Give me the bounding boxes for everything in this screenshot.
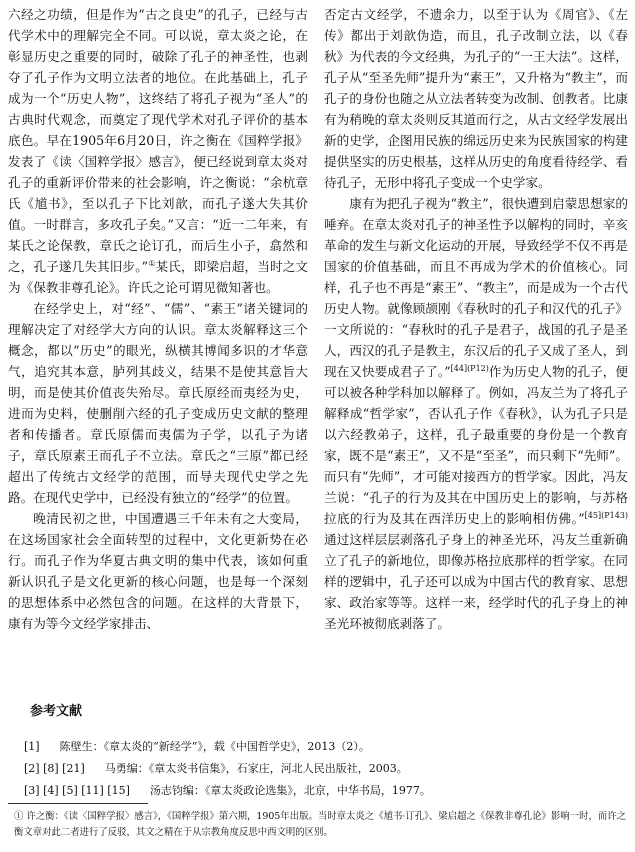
text-run: 某氏，即梁启超，当时之文为《保教非尊孔论》。许氏之论可谓见微知著也。 bbox=[8, 259, 309, 295]
right-column bbox=[324, 4, 628, 634]
text-run: 作为历史人物的孔子，便可以被各种学科加以解释了。例如，冯友兰为了将孔子解释成“哲学家”，否认孔子作《春秋》，认为孔子只是以六经教弟子，这样，孔子最重要的身份是一个教育家，既不是“素王”，又不是“至圣”，而只剩下“先师”。而只有“先师”，才可能对接西方的哲学家。因此，冯友兰说：“孔子的行为及其在中国历史上的影响，与苏格拉底的行为及其在西洋历史上的影响相仿佛。” bbox=[324, 364, 629, 526]
text-run: 在经学史上，对“经”、“儒”、“素王”诸关键词的理解决定了对经学大方向的认识。章太炎解释这三个概念，都以“历史”的眼光，纵横其博闻多识的才华意气，追究其本意，胪列其歧义，结果不是使其意旨大明，而是使其价值丧失殆尽。章氏原经而夷经为史，进而为史料，使删削六经的孔子变成历史文献的整理者和传播者。章氏原儒而夷儒为子学，以孔子为诸子，章氏原素王而孔子不立法。章氏之“三原”都已经超出了传统古文经学的范围，而导夫现代史学之先路。在现代史学中，已经没有独立的“经学”的位置。 bbox=[8, 301, 308, 505]
citation-mark: [45](P143) bbox=[584, 510, 628, 520]
text-run: 六经之功绩，但是作为“古之良史”的孔子，已经与古代学术中的理解完全不同。可以说，章太炎之论，在彰显历史之重要的同时，破除了孔子的神圣性，也剥夺了孔子作为文明立法者的地位。在此基础上，孔子成为一个“历史人物”，这终结了将孔子视为“圣人”的古典时代观念，而奠定了现代学术对孔子评价的基本底色。早在1905年6月20日，许之衡在《国粹学报》发表了《读〈国粹学报〉感言》，便已经说到章太炎对孔子的重新评价带来的社会影响，许之衡说：“余杭章氏《馗书》，至以孔子下比刘歆，而孔子遂大失其价值。一时群言，多攻孔子矣。”又言：“近一二年来，有某氏之论保教，章氏之论订孔，而后生小子，翕然和之，孔子遂几失其旧步。” bbox=[8, 7, 308, 274]
references-list bbox=[24, 735, 614, 801]
text-run: 晚清民初之世，中国遭遇三千年未有之大变局，在这场国家社会全面转型的过程中，文化更新势在必行。而孔子作为华夏古典文明的集中代表，该如何重新认识孔子是文化更新的核心问题，也是每一个深刻的思想体系中必然包含的问题。在这样的大背景下，康有为等今文经学家排击、 bbox=[8, 511, 308, 631]
left-column bbox=[8, 4, 308, 634]
reference-tag: [1] bbox=[24, 739, 40, 753]
footnote: ① 许之衡：《读〈国粹学报〉感言》，《国粹学报》第六期，1905年出版。当时章太炎之《馗书·订孔》、梁启超之《保教非尊孔论》影响一时，而许之衡文章对此二者进行了反驳，其文之精在于从宗教角度反思中西文明的区别。 bbox=[14, 811, 626, 838]
references-title: 参考文献 bbox=[30, 704, 83, 719]
reference-tag: [2] [8] [21] bbox=[24, 761, 85, 775]
reference-text: 马勇编：《章太炎书信集》，石家庄，河北人民出版社，2003。 bbox=[104, 762, 408, 775]
paragraph bbox=[8, 298, 308, 508]
reference-item bbox=[24, 757, 614, 779]
paragraph bbox=[324, 193, 628, 634]
reference-item bbox=[24, 735, 614, 757]
citation-mark: ① bbox=[148, 258, 156, 268]
reference-item bbox=[24, 779, 614, 801]
text-run: 康有为把孔子视为“教主”，很快遭到启蒙思想家的唾弃。在章太炎对孔子的神圣性予以解构的同时，辛亥革命的发生与新文化运动的开展，导致经学不仅不再是国家的价值基础，而且不再成为学术的价值核心。同样，孔子也不再是“素王”、“教主”，而是成为一个古代历史人物。就像顾颉刚《春秋时的孔子和汉代的孔子》一文所说的：“春秋时的孔子是君子，战国的孔子是圣人，西汉的孔子是教主，东汉后的孔子又成了圣人，到现在又快要成君子了。” bbox=[324, 196, 628, 379]
reference-text: 陈壁生：《章太炎的“新经学”》，载《中国哲学史》，2013（2）。 bbox=[59, 740, 370, 753]
text-run: 否定古文经学，不遗余力，以至于认为《周官》、《左传》都出于刘歆伪造，而且，孔子改制立法，以《春秋》为代表的今文经典，为孔子的“一王大法”。这样，孔子从“至圣先师”提升为“素王”，又升格为“教主”，而孔子的身份也随之从立法者转变为改制、创教者。比康有为稍晚的章太炎则反其道而行之，从古文经学发展出新的史学，企图用民族的绵远历史来为民族国家的构建提供坚实的历史根基，这样从历史的角度看待经学、看待孔子，无形中将孔子变成一个史学家。 bbox=[324, 7, 628, 190]
paragraph bbox=[8, 508, 308, 634]
paragraph bbox=[8, 4, 308, 298]
text-run: 通过这样层层剥落孔子身上的神圣光环，冯友兰重新确立了孔子的新地位，即像苏格拉底那样的哲学家。在同样的逻辑中，孔子还可以成为中国古代的教育家、思想家、政治家等等。这样一来，经学时代的孔子身上的神圣光环被彻底剥落了。 bbox=[324, 532, 628, 631]
paragraph bbox=[324, 4, 628, 193]
reference-tag: [3] [4] [5] [11] [15] bbox=[24, 783, 130, 797]
citation-mark: [44](P12) bbox=[450, 363, 489, 373]
footnote-divider bbox=[8, 803, 148, 804]
reference-text: 汤志钧编：《章太炎政论选集》，北京，中华书局，1977。 bbox=[149, 784, 431, 797]
